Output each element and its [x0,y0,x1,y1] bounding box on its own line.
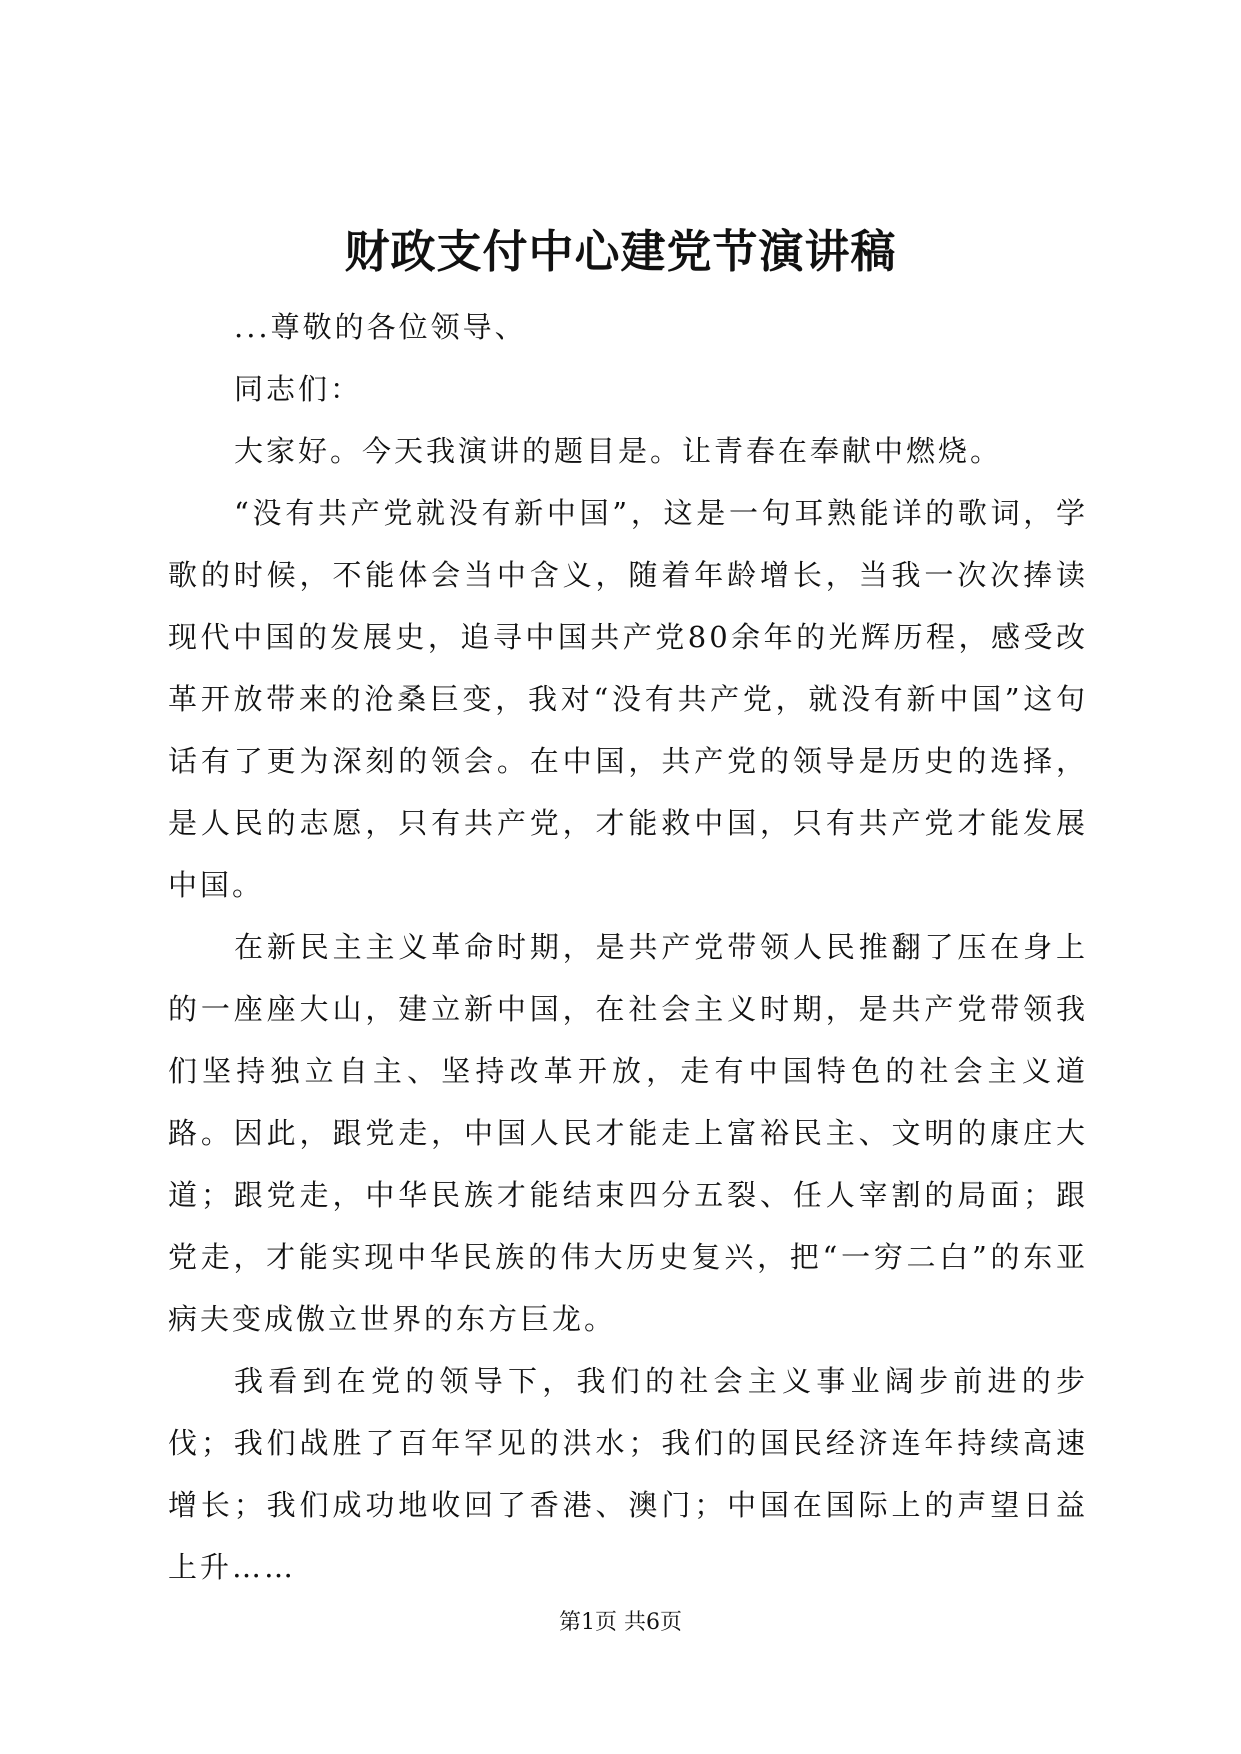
body-paragraph: 在新民主主义革命时期，是共产党带领人民推翻了压在身上的一座座大山，建立新中国，在社会主义时期，是共产党带领我们坚持独立自主、坚持改革开放，走有中国特色的社会主义道路。因此，跟党走，中国人民才能走上富裕民主、文明的康庄大道；跟党走，中华民族才能结束四分五裂、任人宰割的局面；跟党走，才能实现中华民族的伟大历史复兴，把“一穷二白”的东亚病夫变成傲立世界的东方巨龙。 [168,930,1088,1336]
document-body [168,296,1088,1598]
opening-paragraph: 大家好。今天我演讲的题目是。让青春在奉献中燃烧。 [234,434,1003,468]
body-paragraph: “没有共产党就没有新中国”，这是一句耳熟能详的歌词，学歌的时候，不能体会当中含义，随着年龄增长，当我一次次捧读现代中国的发展史，追寻中国共产党80余年的光辉历程，感受改革开放带来的沧桑巨变，我对“没有共产党，就没有新中国”这句话有了更为深刻的领会。在中国，共产党的领导是历史的选择，是人民的志愿，只有共产党，才能救中国，只有共产党才能发展中国。 [168,496,1088,902]
salutation-line: ...尊敬的各位领导、 [234,310,527,344]
document-title: 财政支付中心建党节演讲稿 [344,225,897,278]
salutation-line-2: 同志们： [234,372,363,406]
page-footer: 第1页 共6页 [559,1610,682,1635]
body-paragraph: 我看到在党的领导下，我们的社会主义事业阔步前进的步伐；我们战胜了百年罕见的洪水；我们的国民经济连年持续高速增长；我们成功地收回了香港、澳门；中国在国际上的声望日益上升…… [168,1364,1088,1584]
